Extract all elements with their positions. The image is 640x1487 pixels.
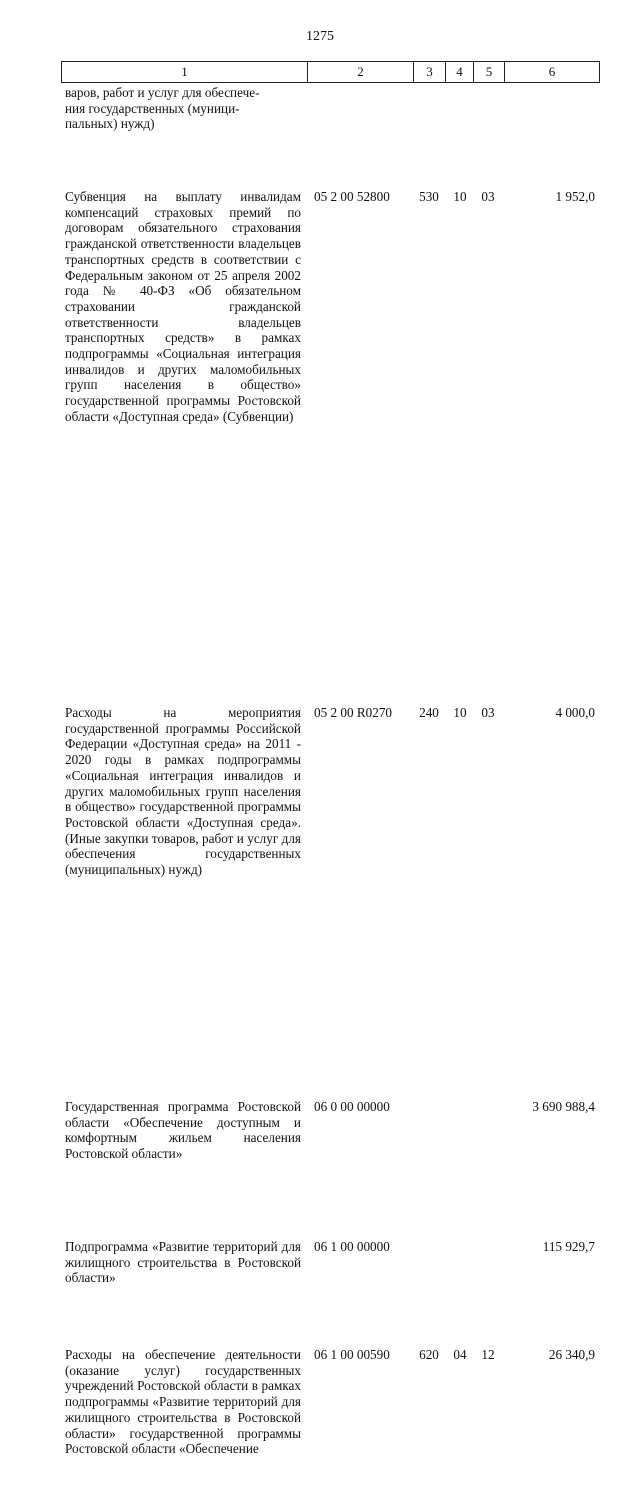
row-amount: 1 952,0 — [555, 189, 595, 204]
row-description: варов, работ и услуг для обеспече- ния государственных (муници- пальных) нужд) — [65, 85, 260, 132]
row-col-4: 10 — [453, 705, 467, 720]
row-amount: 115 929,7 — [542, 1239, 595, 1254]
row-description: Подпрограмма «Развитие территорий для жилищного строительства в Ростовской области» — [65, 1239, 301, 1286]
row-col-3: 240 — [419, 705, 439, 720]
row-col-4: 04 — [453, 1347, 467, 1362]
budget-table-body — [61, 85, 599, 1457]
row-description: Субвенция на выплату инвалидам компенсаций страховых премий по договорам обязательного страхования гражданской ответственности владельцев транспортных средств в соответствии с Федеральным законом от 25 апреля 2002 года № 40-ФЗ «Об обязательном страховании гражданской ответственности владельцев транспортных средств» в рамках подпрограммы «Социальная интеграция инвалидов и других маломобильных групп населения в общество» государственной программы Ростовской области «Доступная среда» (Субвенции) — [65, 189, 301, 424]
column-header-6: 6 — [505, 62, 600, 83]
column-header-4: 4 — [446, 62, 474, 83]
row-code: 06 1 00 00590 — [314, 1347, 390, 1362]
row-col-4: 10 — [453, 189, 467, 204]
table-row — [61, 85, 599, 137]
row-description: Расходы на обеспечение деятельности (оказание услуг) государственных учреждений Ростовской области в рамках подпрограммы «Развитие территорий для жилищного строительства в Ростовской области» государственной программы Ростовской области «Обеспечение — [65, 1347, 301, 1457]
table-row — [61, 1239, 599, 1293]
row-col-3: 620 — [419, 1347, 439, 1362]
row-description: Государственная программа Ростовской области «Обеспечение доступным и комфортным жильем населения Ростовской области» — [65, 1099, 301, 1162]
table-row — [61, 189, 599, 447]
row-amount: 3 690 988,4 — [532, 1099, 595, 1114]
column-header-1: 1 — [62, 62, 308, 83]
page-number: 1275 — [306, 29, 334, 44]
row-col-5: 03 — [481, 705, 495, 720]
row-description: Расходы на мероприятия государственной программы Российской Федерации «Доступная среда» на 2011 - 2020 годы в рамках подпрограммы «Социальная интеграция инвалидов и других маломобильных групп населения в общество» государственной программы Ростовской области «Доступная среда». (Иные закупки товаров, работ и услуг для обеспечения государственных (муниципальных) нужд) — [65, 705, 301, 878]
table-row — [61, 1099, 599, 1169]
row-col-3: 530 — [419, 189, 439, 204]
column-header-row — [61, 61, 600, 83]
column-header-3: 3 — [414, 62, 446, 83]
row-amount: 26 340,9 — [548, 1347, 595, 1362]
row-code: 06 0 00 00000 — [314, 1099, 390, 1114]
table-row — [61, 1347, 599, 1487]
row-code: 05 2 00 R0270 — [314, 705, 393, 720]
row-col-5: 12 — [481, 1347, 495, 1362]
column-header-2: 2 — [308, 62, 414, 83]
row-amount: 4 000,0 — [555, 705, 595, 720]
row-col-5: 03 — [481, 189, 495, 204]
row-code: 06 1 00 00000 — [314, 1239, 390, 1254]
row-code: 05 2 00 52800 — [314, 189, 390, 204]
column-header-5: 5 — [474, 62, 505, 83]
table-row — [61, 705, 599, 902]
